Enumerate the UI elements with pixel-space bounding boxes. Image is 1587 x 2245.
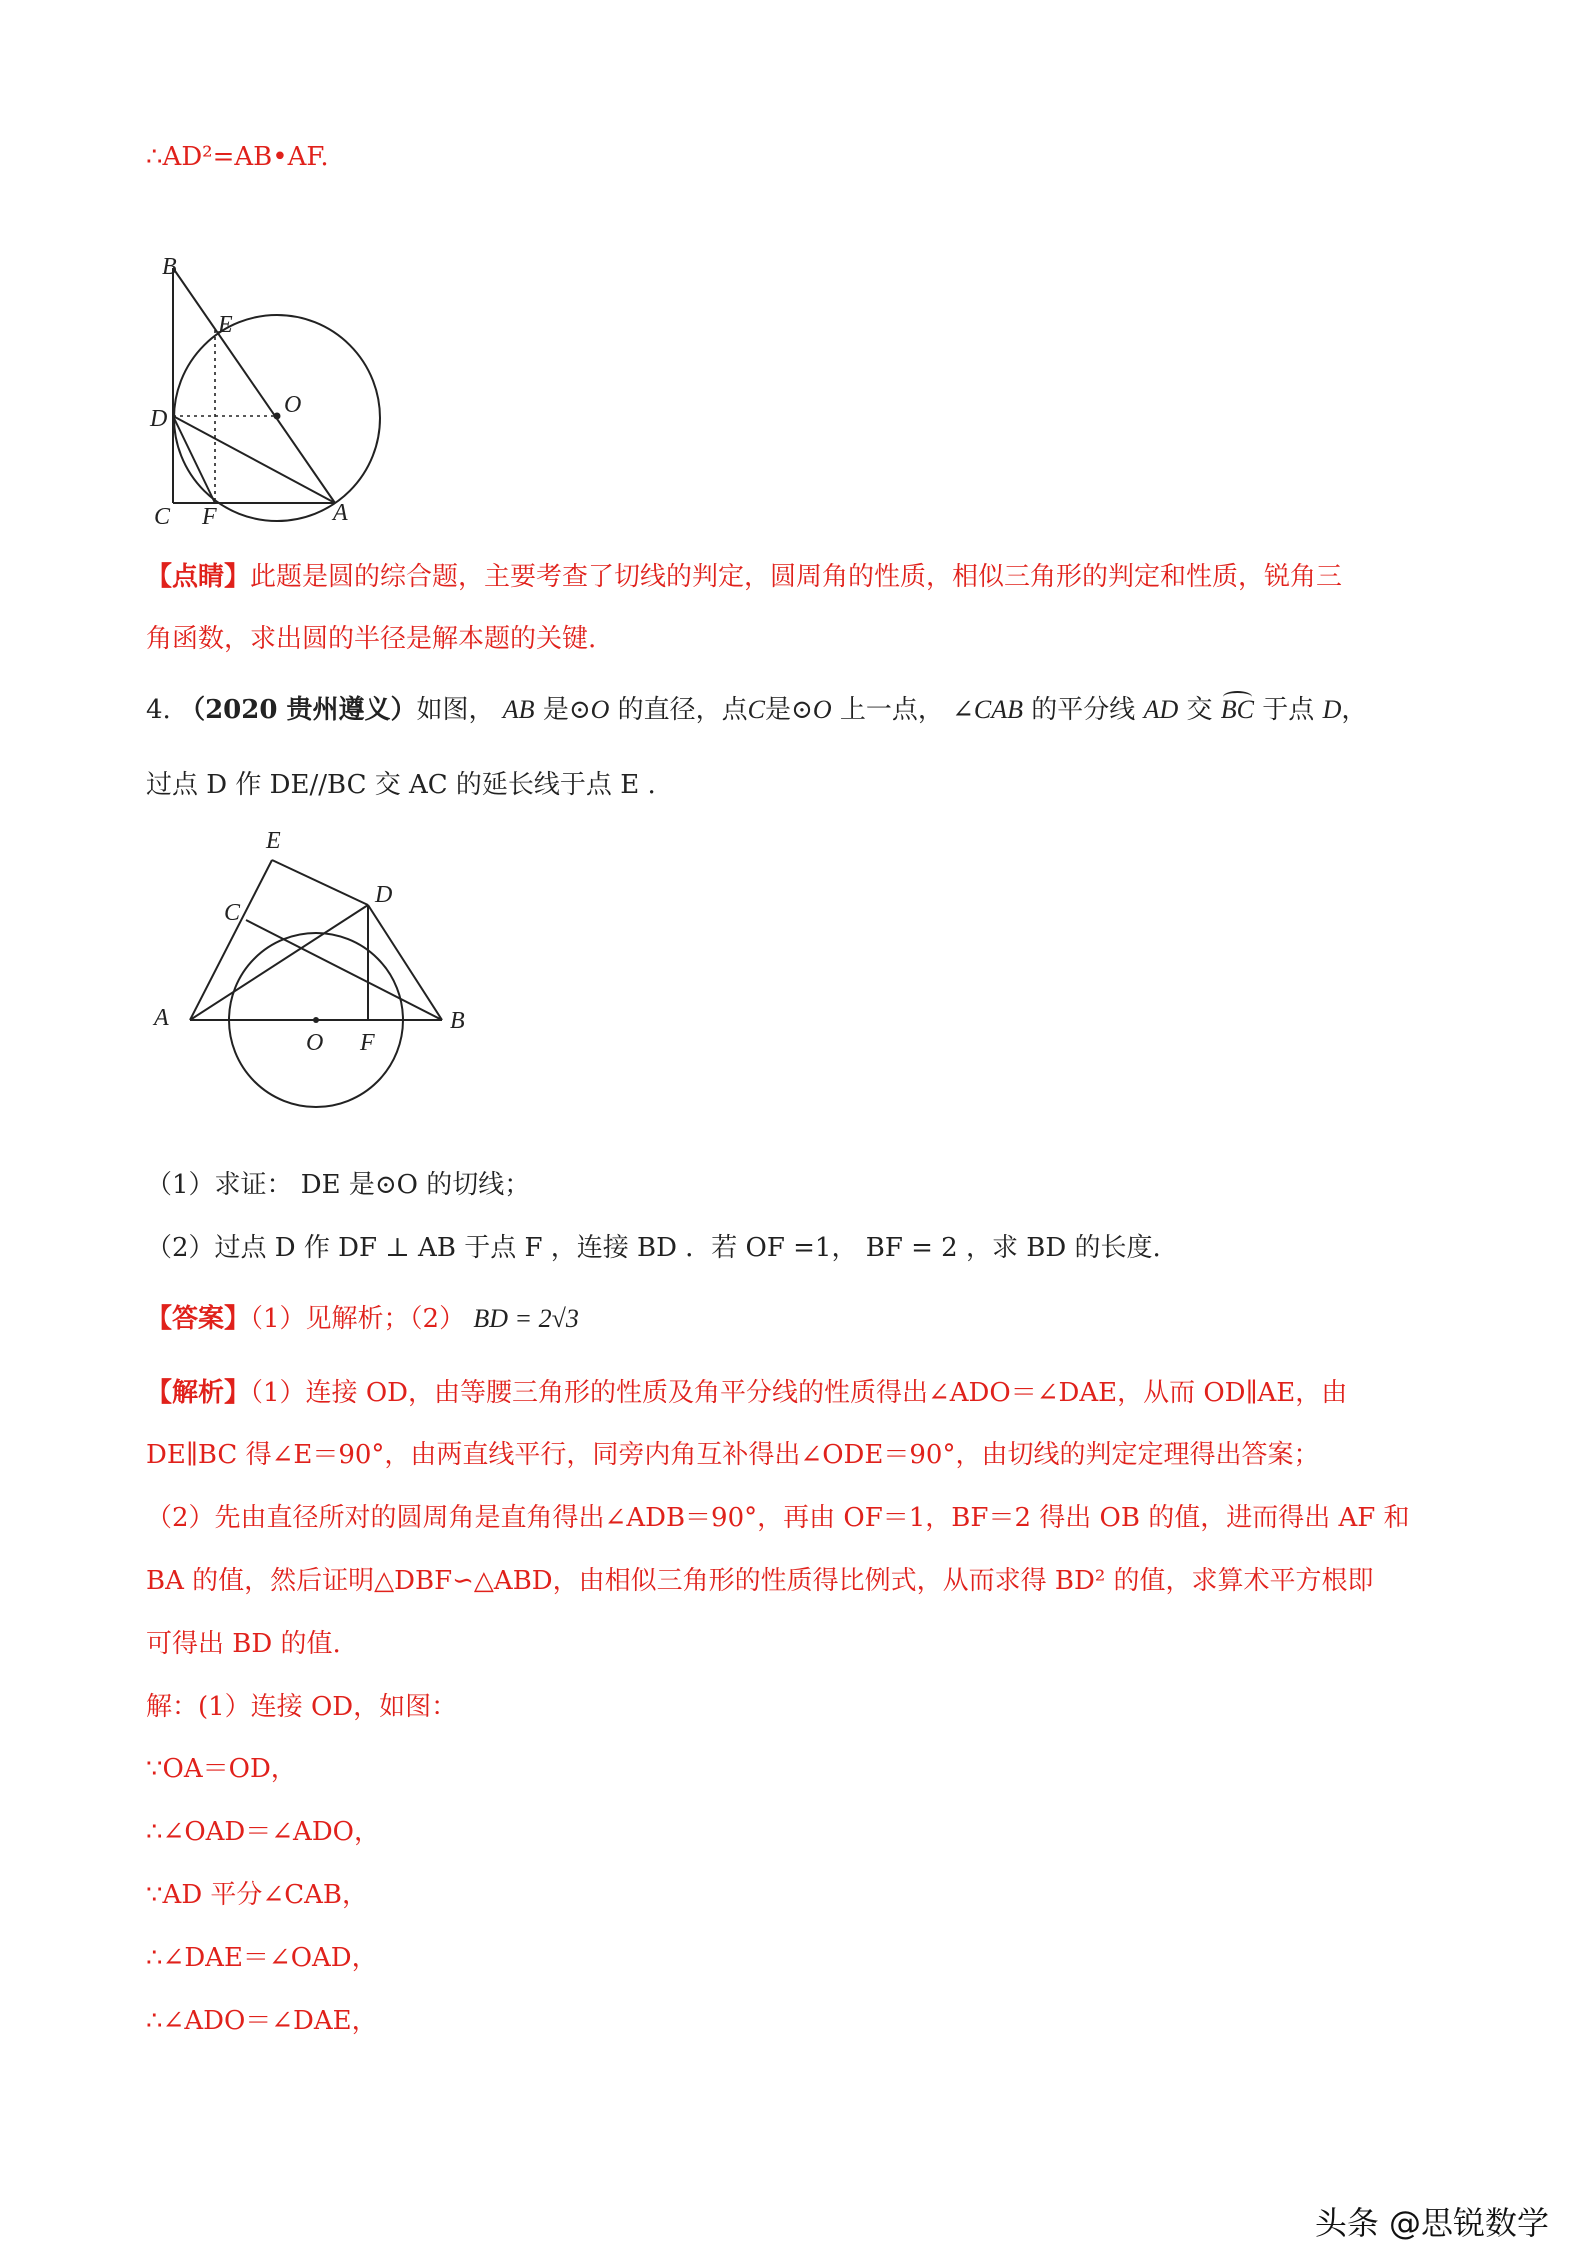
figure-1-label-D: D — [150, 406, 168, 432]
figure-2-segment-ED — [272, 860, 368, 905]
q4-math-C: C — [747, 695, 766, 724]
answer-text: （1）见解析；（2） — [250, 1304, 466, 1334]
figure-2-label-A: A — [154, 1005, 169, 1031]
figure-1-center-dot — [274, 413, 281, 420]
figure-2-label-B: B — [450, 1008, 465, 1034]
q4-text-m: 交 — [1186, 695, 1213, 725]
answer-line — [146, 1302, 579, 1336]
question-number: 4. — [146, 695, 171, 725]
analysis-text-1: （1）连接 OD，由等腰三角形的性质及角平分线的性质得出∠ADO＝∠DAE，从而 OD∥AE，由 — [250, 1378, 1348, 1408]
figure-1 — [140, 258, 400, 538]
sub-question-2: （2）过点 D 作 DF ⊥ AB 于点 F ，连接 BD ．若 OF =1， BF = 2 ，求 BD 的长度. — [146, 1233, 1161, 1263]
solution-line-3: ∴∠OAD＝∠ADO， — [146, 1817, 380, 1847]
q4-text-o: 于点 — [1262, 695, 1315, 725]
question-4-line-2: 过点 D 作 DE//BC 交 AC 的延长线于点 E . — [146, 770, 656, 800]
figure-2-center-dot — [313, 1017, 319, 1023]
figure-1-label-O: O — [284, 392, 302, 418]
dianjing-tag: 【点睛】 — [146, 562, 251, 592]
figure-2-label-F: F — [360, 1030, 375, 1056]
dianjing-line-1 — [146, 560, 1342, 594]
solution-line-5: ∴∠DAE＝∠OAD， — [146, 1943, 378, 1973]
figure-2 — [140, 820, 490, 1150]
q4-text-k: 的平分线 — [1031, 695, 1136, 725]
figure-2-segment-AD — [190, 905, 368, 1020]
solution-line-2: ∵OA＝OD， — [146, 1754, 297, 1784]
analysis-line-5: 可得出 BD 的值. — [146, 1629, 341, 1659]
question-source: （2020 贵州遵义） — [179, 695, 417, 725]
figure-2-segment-AE — [190, 860, 272, 1020]
figure-2-label-O: O — [306, 1030, 324, 1056]
q4-math-AD: AD — [1143, 695, 1179, 724]
figure-2-label-E: E — [266, 828, 281, 854]
q4-text-a: 如图， — [416, 695, 495, 725]
figure-1-label-A: A — [333, 500, 348, 526]
q4-math-O2: O — [812, 695, 832, 724]
solution-line-1: 解：(1）连接 OD，如图： — [146, 1692, 458, 1722]
analysis-tag: 【解析】 — [146, 1378, 251, 1408]
q4-math-arc-BC: BC — [1221, 693, 1254, 727]
answer-math: BD = 2√3 — [473, 1304, 579, 1333]
figure-2-segment-DB — [368, 905, 442, 1020]
q4-math-D: D — [1322, 695, 1342, 724]
q4-math-CAB: ∠CAB — [952, 695, 1024, 724]
analysis-line-1 — [146, 1376, 1347, 1410]
conclusion-line: ∴AD²=AB•AF. — [146, 142, 329, 172]
q4-text-g: 是⊙ — [765, 695, 813, 725]
figure-1-segment-DA — [173, 416, 335, 503]
q4-math-O1: O — [590, 695, 610, 724]
dianjing-text-1: 此题是圆的综合题，主要考查了切线的判定，圆周角的性质，相似三角形的判定和性质，锐角三 — [250, 562, 1343, 592]
figure-1-label-F: F — [202, 504, 217, 530]
figure-2-label-D: D — [375, 882, 393, 908]
q4-text-q: ， — [1341, 695, 1368, 725]
figure-1-segment-DF — [173, 416, 215, 503]
watermark: 头条 @思锐数学 — [1314, 2204, 1549, 2242]
solution-line-4: ∵AD 平分∠CAB， — [146, 1880, 368, 1910]
figure-1-label-E: E — [218, 312, 233, 338]
figure-2-segment-CB — [246, 920, 442, 1020]
solution-line-6: ∴∠ADO＝∠DAE， — [146, 2006, 378, 2036]
q4-math-AB: AB — [502, 695, 535, 724]
answer-tag: 【答案】 — [146, 1304, 251, 1334]
sub-question-1: （1）求证： DE 是⊙O 的切线； — [146, 1170, 531, 1200]
figure-1-label-C: C — [154, 504, 171, 530]
q4-text-i: 上一点， — [839, 695, 944, 725]
figure-1-label-B: B — [162, 258, 177, 280]
q4-text-e: 的直径，点 — [617, 695, 748, 725]
analysis-line-4: BA 的值，然后证明△DBF∽△ABD，由相似三角形的性质得比例式，从而求得 BD² 的值，求算术平方根即 — [146, 1566, 1374, 1596]
question-4-line-1 — [146, 693, 1367, 727]
analysis-line-3: （2）先由直径所对的圆周角是直角得出∠ADB＝90°，再由 OF＝1，BF＝2 得出 OB 的值，进而得出 AF 和 — [146, 1503, 1410, 1533]
dianjing-line-2: 角函数，求出圆的半径是解本题的关键. — [146, 624, 597, 654]
analysis-line-2: DE∥BC 得∠E＝90°，由两直线平行，同旁内角互补得出∠ODE＝90°，由切线的判定定理得出答案； — [146, 1440, 1320, 1470]
figure-2-label-C: C — [224, 900, 241, 926]
q4-text-c: 是⊙ — [542, 695, 591, 725]
